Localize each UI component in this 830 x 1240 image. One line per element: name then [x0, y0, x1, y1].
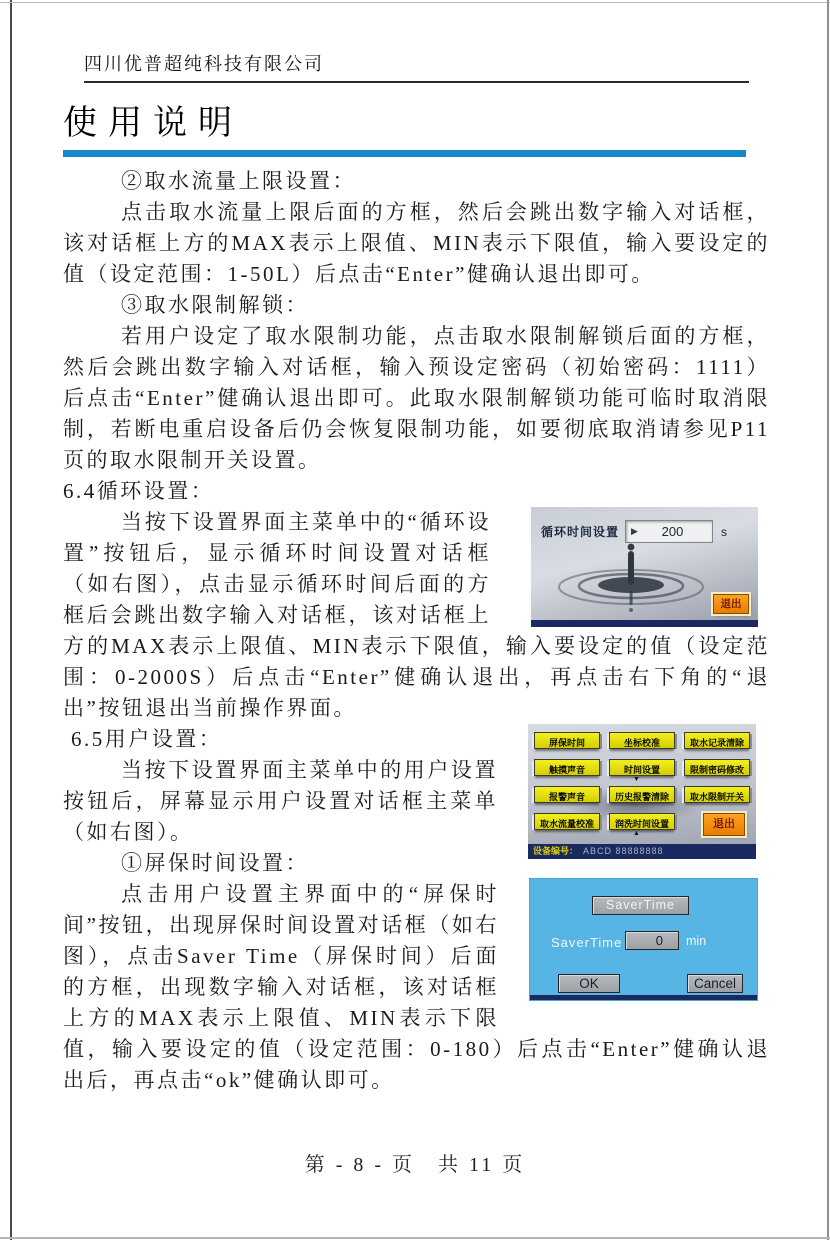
company-name: 四川优普超纯科技有限公司 [84, 50, 749, 83]
menu-button-history-alarm-clear: 历史报警清除 [609, 786, 675, 803]
page-number: 第 - 8 - 页 共 11 页 [304, 1154, 526, 1176]
savertime-field-label: SaverTime [551, 935, 623, 950]
arrow-right-icon: ▶ [631, 526, 638, 536]
title-accent-bar [63, 150, 746, 157]
heading-section-6-5-text: 6.5用户设置： [71, 727, 223, 751]
menu-button-water-record-clear: 取水记录清除 [684, 732, 750, 749]
page-content [63, 50, 770, 1096]
paragraph-flow-limit: 点击取水流量上限后面的方框，然后会跳出数字输入对话框，该对话框上方的MAX表示上限值、MIN表示下限值，输入要设定的值（设定范围：1-50L）后点击“Enter”健确认退出即可。 [63, 200, 770, 286]
cycle-time-label: 循环时间设置 [541, 525, 620, 539]
cycle-exit-button: 退出 [713, 594, 749, 614]
page-border-top [0, 2, 830, 3]
page-border-left [10, 0, 12, 1240]
page-border-bottom [0, 1237, 830, 1239]
heading-unlock: ③取水限制解锁： [121, 293, 309, 317]
marker-down-icon: ▼ [633, 776, 640, 783]
cycle-time-input [625, 520, 713, 543]
cycle-time-unit: s [721, 524, 728, 539]
cycle-time-dialog-screenshot [531, 507, 758, 627]
menu-button-water-limit-switch: 取水限制开关 [684, 786, 750, 803]
body-text [63, 166, 770, 1096]
menu-button-rinse-time: 润洗时间设置 [609, 813, 675, 830]
savertime-dialog-screenshot [529, 878, 758, 1001]
paragraph-cycle-setting [63, 507, 770, 724]
ok-button: OK [558, 974, 620, 993]
savertime-title-button: SaverTime [592, 896, 689, 915]
page-title: 使用说明 [63, 105, 243, 142]
cycle-time-value: 200 [661, 524, 684, 539]
device-number-label: 设备编号： [533, 846, 579, 856]
cycle-time-field-row [541, 520, 727, 543]
device-number-strip [528, 844, 756, 859]
marker-up-icon: ▲ [633, 830, 640, 837]
user-settings-menu-screenshot [528, 724, 756, 859]
menu-button-time-setting: 时间设置 [609, 759, 675, 776]
savertime-unit-label: min [686, 934, 707, 948]
menu-button-screensaver-time: 屏保时间 [534, 732, 600, 749]
heading-screensaver: ①屏保时间设置： [121, 851, 309, 875]
heading-flow-limit: ②取水流量上限设置： [121, 169, 356, 193]
paragraph-screensaver: 点击用户设置主界面中的“屏保时间”按钮，出现屏保时间设置对话框（如右图），点击Saver Time（屏保时间）后面的方框，出现数字输入对话框，该对话框上方的MAX表示上限值、MIN表示下限值，输入要设定的值（设定范围：0-180）后点击“Enter”健确认退出后，再点击“ok”健确认即可。 [63, 882, 770, 1092]
cancel-button: Cancel [687, 974, 743, 993]
paragraph-user-setting: 当按下设置界面主菜单中的用户设置按钮后，屏幕显示用户设置对话框主菜单（如右图）。 [63, 758, 498, 844]
menu-button-coordinate-calibration: 坐标校准 [609, 732, 675, 749]
menu-exit-button: 退出 [703, 813, 745, 836]
page-border-right [827, 0, 829, 1240]
heading-section-6-4: 6.4循环设置： [63, 479, 215, 503]
menu-button-touch-sound: 触摸声音 [534, 759, 600, 776]
screenshot-bottom-strip [530, 995, 757, 1000]
savertime-value-input: 0 [625, 931, 679, 950]
device-number-value: ABCD 88888888 [583, 846, 664, 856]
paragraph-unlock: 若用户设定了取水限制功能，点击取水限制解锁后面的方框，然后会跳出数字输入对话框，输入预设定密码（初始密码：1111）后点击“Enter”健确认退出即可。此取水限制解锁功能可临时取消限制，若断电重启设备后仍会恢复限制功能，如要彻底取消请参见P11页的取水限制开关设置。 [63, 324, 770, 472]
menu-button-alarm-sound: 报警声音 [534, 786, 600, 803]
paragraph-cycle-setting-text: 当按下设置界面主菜单中的“循环设置”按钮后，显示循环时间设置对话框（如右图），点击显示循环时间后面的方框后会跳出数字输入对话框，该对话框上方的MAX表示上限值、MIN表示下限值，输入要设定的值（设定范围：0-2000S）后点击“Enter”健确认退出，再点击右下角的“退出”按钮退出当前操作界面。 [63, 510, 770, 720]
menu-button-limit-password: 限制密码修改 [684, 759, 750, 776]
menu-button-flow-calibration: 取水流量校准 [534, 813, 600, 830]
